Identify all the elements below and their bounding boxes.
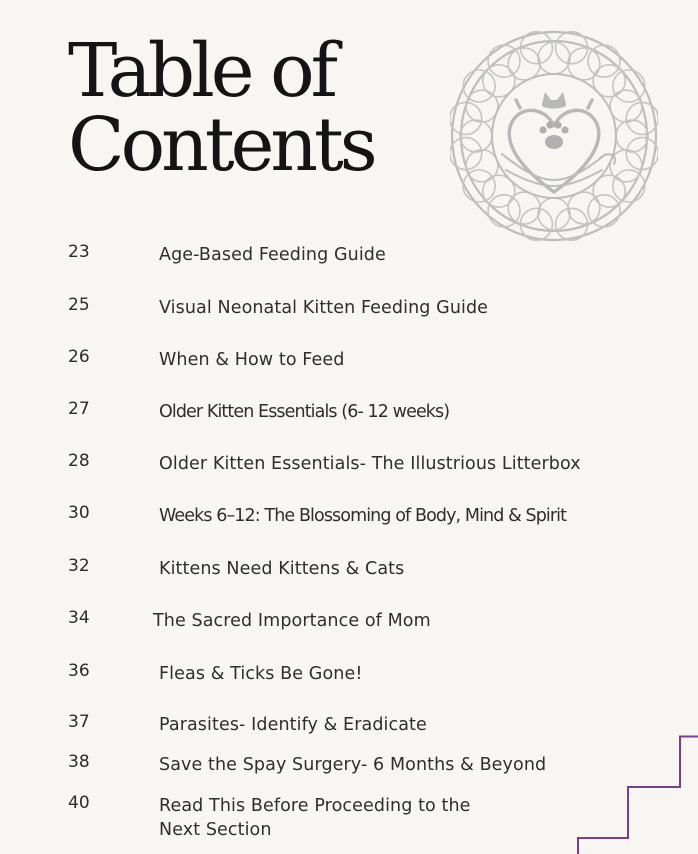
toc-entry[interactable] (0, 608, 620, 638)
toc-entry[interactable] (0, 451, 620, 481)
toc-page-number: 27 (68, 399, 90, 419)
toc-page-number: 37 (68, 712, 90, 732)
toc-entry[interactable] (0, 712, 620, 742)
toc-entry[interactable] (0, 752, 620, 782)
toc-page-number: 23 (68, 242, 90, 262)
toc-entry-title: Older Kitten Essentials- The Illustrious Litterbox (159, 454, 581, 474)
toc-page-number: 36 (68, 661, 90, 681)
toc-entry-title: Visual Neonatal Kitten Feeding Guide (159, 298, 489, 318)
toc-entry[interactable] (0, 295, 620, 325)
toc-entry-title-line2: Next Section (159, 820, 272, 840)
toc-entry[interactable] (0, 556, 620, 586)
toc-page-number: 26 (68, 347, 90, 367)
toc-entry[interactable] (0, 399, 620, 429)
toc-entry-title: The Sacred Importance of Mom (153, 611, 431, 631)
toc-entry-title: Weeks 6–12: The Blossoming of Body, Mind & Spirit (159, 506, 567, 526)
toc-entry-title: Save the Spay Surgery- 6 Months & Beyond (159, 755, 547, 775)
page-title-line1: Table of (68, 28, 335, 114)
decorative-stairs-line (576, 735, 698, 854)
toc-entry[interactable] (0, 503, 620, 533)
toc-entry-title: Age-Based Feeding Guide (159, 245, 386, 265)
toc-entry-title: Older Kitten Essentials (6- 12 weeks) (159, 402, 450, 422)
page-title (68, 28, 374, 188)
toc-entry[interactable] (0, 347, 620, 377)
toc-entry[interactable] (0, 242, 620, 272)
toc-page-number: 34 (68, 608, 90, 628)
toc-entry-title: When & How to Feed (159, 350, 345, 370)
toc-page-number: 32 (68, 556, 90, 576)
toc-page-number: 30 (68, 503, 90, 523)
toc-entry[interactable] (0, 793, 620, 843)
toc-entry-title: Kittens Need Kittens & Cats (159, 559, 405, 579)
toc-entry-title (159, 794, 599, 842)
toc-page-number: 40 (68, 793, 90, 813)
toc-page-number: 25 (68, 295, 90, 315)
toc-page-number: 28 (68, 451, 90, 471)
toc-entry-title: Fleas & Ticks Be Gone! (159, 664, 363, 684)
page-title-line2: Contents (68, 102, 374, 188)
toc-entry-title-line1: Read This Before Proceeding to the (159, 796, 471, 816)
toc-entry[interactable] (0, 661, 620, 691)
toc-page-number: 38 (68, 752, 90, 772)
cat-heart-paw-mandala-icon (450, 30, 658, 242)
toc-entry-title: Parasites- Identify & Eradicate (159, 715, 427, 735)
